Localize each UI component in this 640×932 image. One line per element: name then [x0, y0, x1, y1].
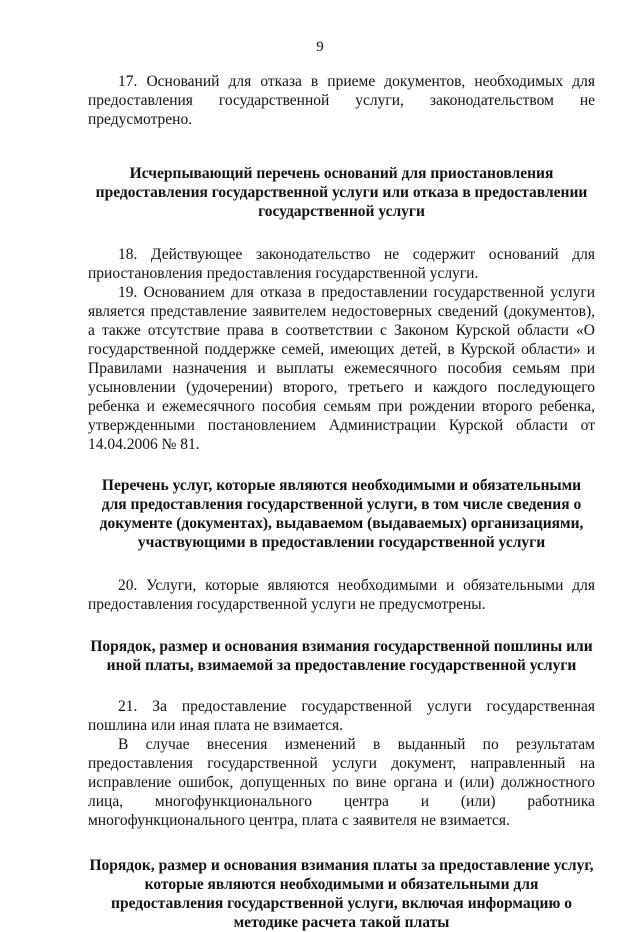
paragraph-19: 19. Основанием для отказа в предоставлении государственной услуги является представление заявителем недостоверных сведений (документов), а также отсутствие права в соответствии с Законом Курской области «О государственной поддержке семей, имеющих детей, в Курской области» и Правилами назначения и выплаты ежемесячного пособия семьям при усыновлении (удочерении) второго, третьего и каждого последующего ребенка и ежемесячного пособия семьям при рождении второго ребенка, утвержденными постановлением Администрации Курской области от 14.04.2006 № 81. [88, 284, 595, 453]
paragraph-21: 21. За предоставление государственной услуги государственная пошлина или иная плата не взимается. [88, 698, 595, 734]
paragraph-20: 20. Услуги, которые являются необходимыми и обязательными для предоставления государственной услуги не предусмотрены. [88, 577, 595, 613]
section-heading-required-services: Перечень услуг, которые являются необходимыми и обязательными для предоставления государственной услуги, в том числе сведения о документе (документах), выдаваемом (выдаваемых) организациями, участвующими в предоставлении государственной услуги [99, 477, 584, 551]
section-heading-suspension-grounds: Исчерпывающий перечень оснований для приостановления предоставления государственной услуги или отказа в предоставлении государственной услуги [95, 165, 588, 220]
page-number: 9 [316, 39, 324, 55]
document-body [88, 72, 595, 932]
paragraph-17: 17. Оснований для отказа в приеме документов, необходимых для предоставления государственной услуги, законодательством не предусмотрено. [88, 73, 595, 128]
section-heading-service-fee: Порядок, размер и основания взимания платы за предоставление услуг, которые являются необходимыми и обязательными для предоставления государственной услуги, включая информацию о методике расчета такой платы [89, 857, 594, 931]
section-heading-state-fee: Порядок, размер и основания взимания государственной пошлины или иной платы, взимаемой за предоставление государственной услуги [90, 638, 593, 674]
paragraph-18: 18. Действующее законодательство не содержит оснований для приостановления предоставления государственной услуги. [88, 246, 595, 282]
paragraph-21-continuation: В случае внесения изменений в выданный по результатам предоставления государственной услуги документ, направленный на исправление ошибок, допущенных по вине органа и (или) должностного лица, многофункционального центра и (или) работника многофункционального центра, плата с заявителя не взимается. [88, 736, 595, 829]
